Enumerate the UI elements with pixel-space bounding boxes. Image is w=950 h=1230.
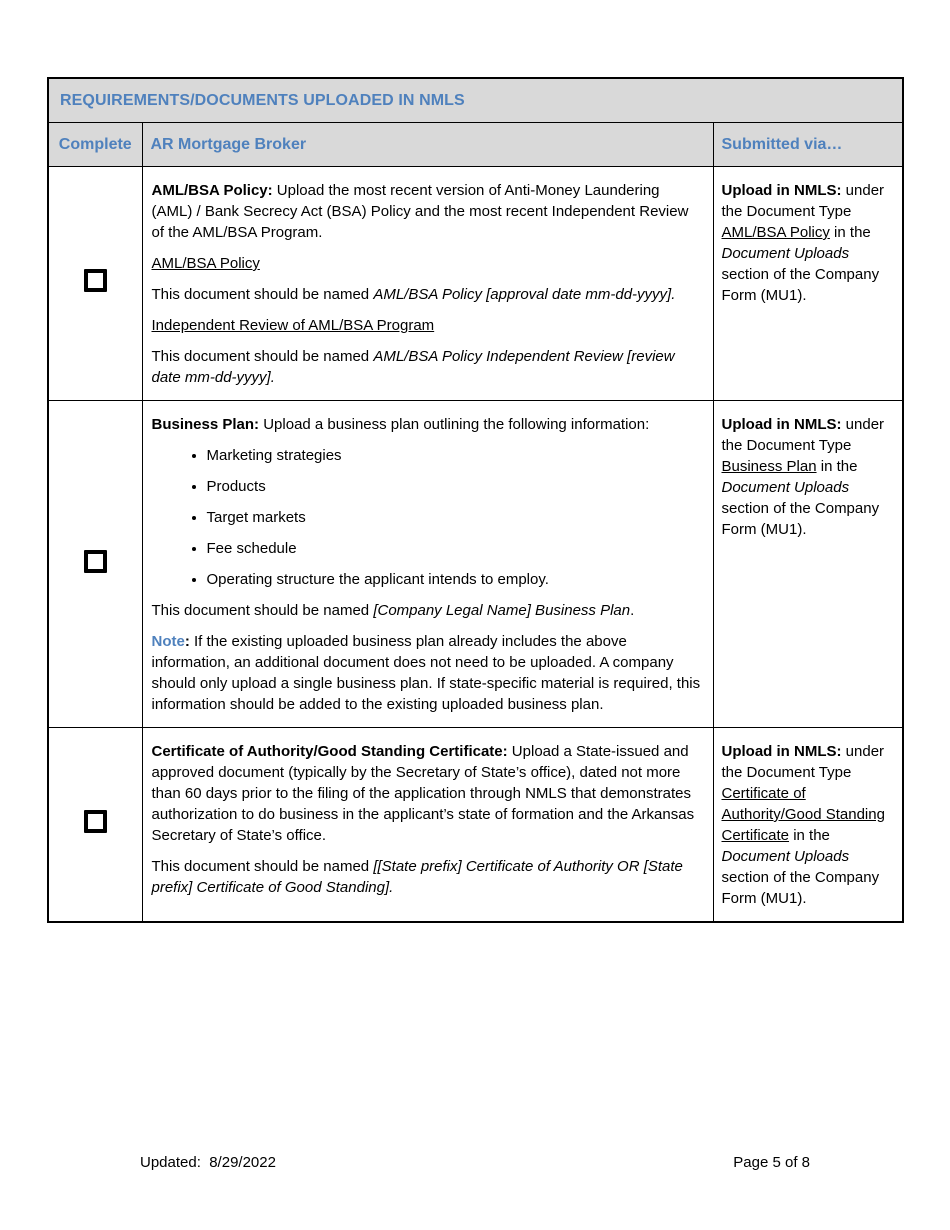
requirement-cell: [142, 167, 713, 401]
text-segment: section of the Company Form (MU1).: [721, 266, 880, 304]
table-title: REQUIREMENTS/DOCUMENTS UPLOADED IN NMLS: [48, 78, 903, 123]
naming-instruction: [152, 600, 703, 621]
requirement-cell: [142, 728, 713, 923]
text-segment: This document should be named: [151, 286, 374, 303]
text-segment: under the Document Type: [721, 416, 885, 454]
text-segment: in the: [816, 458, 858, 475]
table-row-certificate-of-authority: [48, 728, 903, 923]
certificate-of-authority-checkbox[interactable]: [84, 810, 107, 833]
text-segment: Document Uploads: [721, 245, 850, 262]
complete-cell: [48, 728, 142, 923]
complete-cell: [48, 167, 142, 401]
text-segment: Independent Review of AML/BSA Program: [151, 317, 435, 334]
text-segment: section of the Company Form (MU1).: [721, 869, 880, 907]
text-segment: Business Plan: [721, 458, 817, 475]
aml-bsa-policy-checkbox[interactable]: [84, 269, 107, 292]
requirement-cell: [142, 401, 713, 728]
text-segment: AML/BSA Policy: [721, 224, 830, 241]
text-segment: in the: [829, 224, 871, 241]
text-segment: This document should be named: [151, 602, 374, 619]
table-title-row: [48, 78, 903, 123]
text-segment: [Company Legal Name] Business Plan: [373, 602, 631, 619]
document-link-label: [152, 253, 703, 274]
bullet-item: • Operating structure the applicant intends to employ.: [207, 569, 703, 590]
text-segment: Certificate of Authority/Good Standing Certificate: [721, 785, 885, 844]
upload-instruction: [722, 180, 897, 306]
col-header-submitted-via: Submitted via…: [713, 123, 903, 167]
complete-cell: [48, 401, 142, 728]
text-segment: AML/BSA Policy: [151, 255, 260, 272]
table-row-aml-bsa-policy: [48, 167, 903, 401]
requirement-paragraph: [152, 180, 703, 243]
text-segment: Note: [151, 633, 185, 650]
text-segment: [[State prefix] Certificate of Authority OR [State prefix] Certificate of Good Standing].: [151, 858, 683, 896]
upload-instruction: [722, 741, 897, 909]
page-footer: [140, 1153, 810, 1172]
requirement-paragraph: [152, 414, 703, 435]
text-segment: Document Uploads: [721, 848, 850, 865]
bullet-item: • Products: [207, 476, 703, 497]
table-header-row: [48, 123, 903, 167]
text-segment: AML/BSA Policy Independent Review [review date mm-dd-yyyy].: [151, 348, 675, 386]
upload-instruction: [722, 414, 897, 540]
naming-instruction: [152, 346, 703, 388]
note-paragraph: [152, 631, 703, 715]
text-segment: under the Document Type: [721, 743, 885, 781]
requirement-paragraph: [152, 741, 703, 846]
text-segment: This document should be named: [151, 858, 374, 875]
business-plan-checkbox[interactable]: [84, 550, 107, 573]
text-segment: section of the Company Form (MU1).: [721, 500, 880, 538]
text-segment: Upload the most recent version of Anti-Money Laundering (AML) / Bank Secrecy Act (BSA) Policy and the most recent Independent Review of the AML/BSA Program.: [151, 182, 689, 241]
text-segment: Upload a State-issued and approved document (typically by the Secretary of State’s office), dated not more than 60 days prior to the filing of the application through NMLS that demonstrates authorization to do business in the applicant’s state of formation and the Arkansas Secretary of State’s office.: [151, 743, 695, 844]
submitted-via-cell: [713, 167, 903, 401]
submitted-via-cell: [713, 401, 903, 728]
text-segment: If the existing uploaded business plan already includes the above information, an additional document does not need to be uploaded. A company should only upload a single business plan. If state-specific material is required, this information should be added to the existing uploaded business plan.: [151, 633, 701, 713]
page-number: Page 5 of 8: [733, 1154, 810, 1171]
text-segment: Certificate of Authority/Good Standing Certificate:: [151, 743, 508, 760]
text-segment: in the: [789, 827, 830, 844]
col-header-requirement: AR Mortgage Broker: [142, 123, 713, 167]
text-segment: Upload in NMLS:: [721, 416, 842, 433]
text-segment: Upload in NMLS:: [721, 743, 842, 760]
text-segment: Upload in NMLS:: [721, 182, 842, 199]
text-segment: Business Plan:: [151, 416, 260, 433]
updated-date: Updated: 8/29/2022: [140, 1154, 276, 1171]
text-segment: AML/BSA Policy [approval date mm-dd-yyyy].: [373, 286, 676, 303]
table-row-business-plan: [48, 401, 903, 728]
text-segment: :: [184, 633, 190, 650]
text-segment: Document Uploads: [721, 479, 850, 496]
text-segment: under the Document Type: [721, 182, 885, 220]
bullet-item: • Fee schedule: [207, 538, 703, 559]
bullet-item: • Marketing strategies: [207, 445, 703, 466]
naming-instruction: [152, 856, 703, 898]
text-segment: Upload a business plan outlining the following information:: [259, 416, 650, 433]
business-plan-bullet-list: [152, 445, 703, 590]
text-segment: This document should be named: [151, 348, 374, 365]
text-segment: AML/BSA Policy:: [151, 182, 273, 199]
submitted-via-cell: [713, 728, 903, 923]
bullet-item: • Target markets: [207, 507, 703, 528]
col-header-complete: Complete: [48, 123, 142, 167]
naming-instruction: [152, 284, 703, 305]
document-link-label: [152, 315, 703, 336]
requirements-table: [47, 77, 904, 923]
text-segment: .: [630, 602, 635, 619]
